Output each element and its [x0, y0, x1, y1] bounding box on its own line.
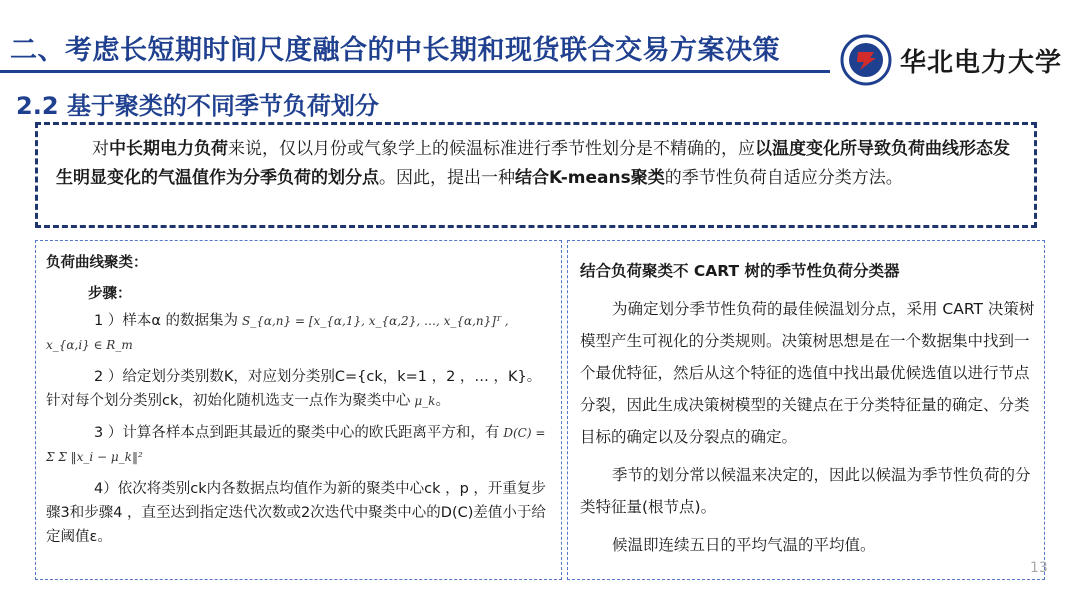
- distance-formula: D(C) = Σ Σ ‖x_i − μ_k‖²: [46, 426, 546, 464]
- dataset-formula: S_{α,n} = [x_{α,1}, x_{α,2}, …, x_{α,n}]ᵀ , x_{α,i} ∈ R_m: [46, 314, 509, 352]
- cart-classifier-panel: [567, 240, 1045, 580]
- intro-text-3: 。因此，提出一种: [379, 168, 515, 188]
- step-1: 1 ）样本α 的数据集为 S_{α,n} = [x_{α,1}, x_{α,2}, …, x_{α,n}]ᵀ , x_{α,i} ∈ R_m: [46, 313, 509, 352]
- page-title: 二、考虑长短期时间尺度融合的中长期和现货联合交易方案决策: [10, 35, 780, 66]
- university-name: 华北电力大学: [900, 47, 1063, 78]
- page-number: 13: [1030, 560, 1048, 576]
- intro-paragraph: [56, 135, 1016, 193]
- university-seal-icon: [840, 34, 892, 86]
- intro-text-4: 的季节性负荷自适应分类方法。: [664, 168, 903, 188]
- cart-heading: 结合负荷聚类不 CART 树的季节性负荷分类器: [580, 262, 900, 280]
- step-2: 2 ）给定划分类别数K，对应划分类别C={ck，k=1 ，2 ，… ，K}。针对每个划分类别ck，初始化随机选支一点作为聚类中心 μ_k。: [46, 369, 542, 409]
- intro-bold-1: 中长期电力负荷: [109, 139, 228, 159]
- clustering-panel: [35, 240, 562, 580]
- title-underline: [0, 70, 830, 73]
- cart-paragraph-3: 候温即连续五日的平均气温的平均值。: [612, 536, 876, 554]
- intro-text-1: 对: [92, 139, 109, 159]
- university-logo: [840, 30, 1065, 90]
- intro-bold-3: 结合K-means聚类: [515, 168, 665, 188]
- clustering-heading: 负荷曲线聚类：: [46, 255, 148, 271]
- intro-box: [35, 122, 1037, 228]
- intro-bold-2: 以温度变化所导致负荷曲线形态发生明显变化的气温值作为分季负荷的划分点: [56, 139, 1010, 188]
- step-4: 4）依次将类别ck内各数据点均值作为新的聚类中心ck ，p ，开重复步骤3和步骤4 ，直至达到指定迭代次数或2次迭代中聚类中心的D(C)差值小于给定阈值ε。: [46, 481, 546, 545]
- intro-text-2: 来说，仅以月份或气象学上的候温标准进行季节性划分是不精确的，应: [228, 139, 755, 159]
- steps-label: 步骤：: [88, 286, 132, 302]
- cluster-center-formula: μ_k: [414, 394, 436, 408]
- section-subtitle: 2.2 基于聚类的不同季节负荷划分: [16, 92, 379, 120]
- step-3: 3 ）计算各样本点到距其最近的聚类中心的欧氏距离平方和，有 D(C) = Σ Σ ‖x_i − μ_k‖²: [46, 425, 546, 464]
- cart-paragraph-1: 为确定划分季节性负荷的最佳候温划分点，采用 CART 决策树模型产生可视化的分类规则。决策树思想是在一个数据集中找到一个最优特征，然后从这个特征的选值中找出最优候选值以进行节点分裂，因此生成决策树模型的关键点在于分类特征量的确定、分类目标的确定以及分裂点的确定。: [580, 300, 1035, 446]
- cart-paragraph-2: 季节的划分常以候温来决定的，因此以候温为季节性负荷的分类特征量(根节点)。: [580, 466, 1031, 516]
